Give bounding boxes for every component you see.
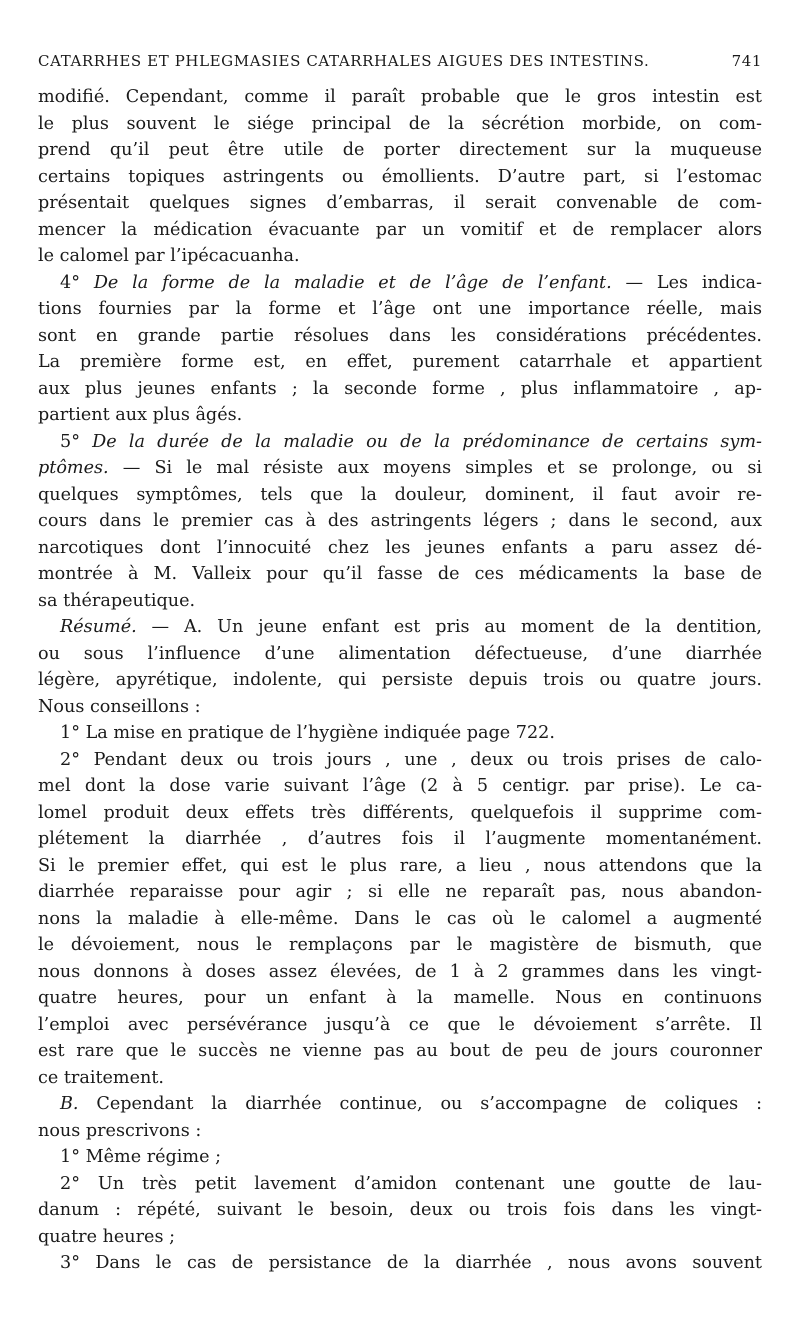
body-text: [38, 84, 762, 1277]
text-line: [38, 853, 762, 880]
text-line: [38, 614, 762, 641]
italic-heading: B.: [60, 1094, 79, 1114]
line-text: ce traitement.: [38, 1067, 165, 1088]
text-line: [38, 588, 762, 615]
line-text: 2° Un très petit lavement d’amidon contenant une goutte de lau-: [60, 1173, 762, 1194]
line-text: prend qu’il peut être utile de porter directement sur la muqueuse: [38, 140, 762, 160]
line-text: présentait quelques signes d’embarras, il serait convenable de com-: [38, 193, 762, 213]
line-text: aux plus jeunes enfants ; la seconde forme , plus inflammatoire , ap-: [38, 378, 762, 399]
line-text: nons la maladie à elle-même. Dans le cas où le calomel a augmenté: [38, 908, 762, 929]
text-line: [38, 1250, 762, 1277]
text-line: [38, 1171, 762, 1198]
section-number: 5°: [60, 431, 93, 452]
line-text: plétement la diarrhée , d’autres fois il l’augmente momentanément.: [38, 829, 762, 849]
text-line: [38, 429, 762, 456]
line-text: diarrhée reparaisse pour agir ; si elle ne reparaît pas, nous abandon-: [38, 882, 762, 902]
running-head: [38, 52, 762, 70]
line-text: montrée à M. Valleix pour qu’il fasse de ces médicaments la base de: [38, 564, 762, 584]
line-text: danum : répété, suivant le besoin, deux ou trois fois dans les vingt-: [38, 1200, 762, 1220]
text-line: [38, 959, 762, 986]
line-text: le calomel par l’ipécacuanha.: [38, 246, 300, 266]
text-line: [38, 932, 762, 959]
text-line: [38, 747, 762, 774]
line-text: modifié. Cependant, comme il paraît probable que le gros intestin est: [38, 87, 762, 107]
text-line: [38, 1197, 762, 1224]
line-text: l’emploi avec persévérance jusqu’à ce que le dévoiement s’arrête. Il: [38, 1014, 762, 1035]
line-text: tions fournies par la forme et l’âge ont une importance réelle, mais: [38, 299, 762, 319]
text-line: [38, 773, 762, 800]
line-text: Cependant la diarrhée continue, ou s’accompagne de coliques :: [78, 1094, 762, 1114]
page-number: 741: [731, 52, 762, 70]
text-line: [38, 137, 762, 164]
text-line: [38, 482, 762, 509]
line-text: légère, apyrétique, indolente, qui persiste depuis trois ou quatre jours.: [38, 670, 762, 690]
text-line: [38, 349, 762, 376]
line-text: — Les indica-: [611, 272, 762, 293]
line-text: La première forme est, en effet, purement catarrhale et appartient: [38, 352, 762, 372]
text-line: [38, 535, 762, 562]
text-line: [38, 1091, 762, 1118]
line-text: le dévoiement, nous le remplaçons par le magistère de bismuth, que: [38, 935, 762, 955]
text-line: [38, 1118, 762, 1145]
line-text: Si le premier effet, qui est le plus rare, a lieu , nous attendons que la: [38, 855, 762, 876]
text-line: [38, 190, 762, 217]
line-text: narcotiques dont l’innocuité chez les jeunes enfants a paru assez dé-: [38, 537, 762, 558]
line-text: sont en grande partie résolues dans les considérations précédentes.: [38, 325, 762, 346]
line-text: le plus souvent le siége principal de la sécrétion morbide, on com-: [38, 113, 762, 134]
line-text: partient aux plus âgés.: [38, 405, 243, 425]
text-line: [38, 826, 762, 853]
text-line: [38, 270, 762, 297]
text-line: [38, 561, 762, 588]
italic-heading: De la forme de la maladie et de l’âge de l’enfant.: [93, 272, 612, 293]
text-line: [38, 985, 762, 1012]
text-line: [38, 217, 762, 244]
text-line: [38, 879, 762, 906]
line-text: 2° Pendant deux ou trois jours , une , deux ou trois prises de calo-: [60, 749, 762, 770]
text-line: [38, 323, 762, 350]
line-text: quatre heures, pour un enfant à la mamelle. Nous en continuons: [38, 988, 762, 1008]
line-text: — Si le mal résiste aux moyens simples et se prolonge, ou si: [108, 458, 762, 478]
text-line: [38, 1065, 762, 1092]
text-line: [38, 1144, 762, 1171]
line-text: est rare que le succès ne vienne pas au bout de peu de jours couronner: [38, 1041, 762, 1061]
italic-heading: Résumé.: [60, 617, 137, 637]
line-text: certains topiques astringents ou émollients. D’autre part, si l’estomac: [38, 166, 762, 187]
line-text: Nous conseillons :: [38, 696, 201, 717]
text-line: [38, 641, 762, 668]
text-line: [38, 111, 762, 138]
line-text: — A. Un jeune enfant est pris au moment de la dentition,: [136, 617, 762, 637]
line-text: nous prescrivons :: [38, 1120, 202, 1141]
line-text: sa thérapeutique.: [38, 590, 196, 611]
text-line: [38, 667, 762, 694]
line-text: lomel produit deux effets très différents, quelquefois il supprime com-: [38, 802, 762, 823]
text-line: [38, 402, 762, 429]
text-line: [38, 243, 762, 270]
line-text: 1° La mise en pratique de l’hygiène indiquée page 722.: [60, 723, 555, 743]
text-line: [38, 906, 762, 933]
italic-heading: De la durée de la maladie ou de la prédominance de certains sym-: [92, 431, 762, 452]
line-text: quelques symptômes, tels que la douleur, dominent, il faut avoir re-: [38, 484, 762, 505]
text-line: [38, 1012, 762, 1039]
text-line: [38, 1224, 762, 1251]
text-line: [38, 376, 762, 403]
section-number: 4°: [60, 272, 94, 293]
line-text: 1° Même régime ;: [60, 1147, 222, 1167]
text-line: [38, 1038, 762, 1065]
line-text: nous donnons à doses assez élevées, de 1 à 2 grammes dans les vingt-: [38, 961, 762, 982]
running-head-title: CATARRHES ET PHLEGMASIES CATARRHALES AIGUES DES INTESTINS.: [38, 52, 650, 70]
text-line: [38, 84, 762, 111]
text-line: [38, 720, 762, 747]
italic-heading: ptômes.: [38, 458, 109, 478]
text-line: [38, 694, 762, 721]
line-text: quatre heures ;: [38, 1226, 176, 1247]
line-text: cours dans le premier cas à des astringents légers ; dans le second, aux: [38, 511, 762, 531]
line-text: mencer la médication évacuante par un vomitif et de remplacer alors: [38, 219, 762, 240]
text-line: [38, 800, 762, 827]
text-line: [38, 508, 762, 535]
line-text: 3° Dans le cas de persistance de la diarrhée , nous avons souvent: [60, 1253, 762, 1273]
line-text: mel dont la dose varie suivant l’âge (2 à 5 centigr. par prise). Le ca-: [38, 776, 762, 796]
line-text: ou sous l’influence d’une alimentation défectueuse, d’une diarrhée: [38, 643, 762, 664]
text-line: [38, 455, 762, 482]
text-line: [38, 164, 762, 191]
text-line: [38, 296, 762, 323]
